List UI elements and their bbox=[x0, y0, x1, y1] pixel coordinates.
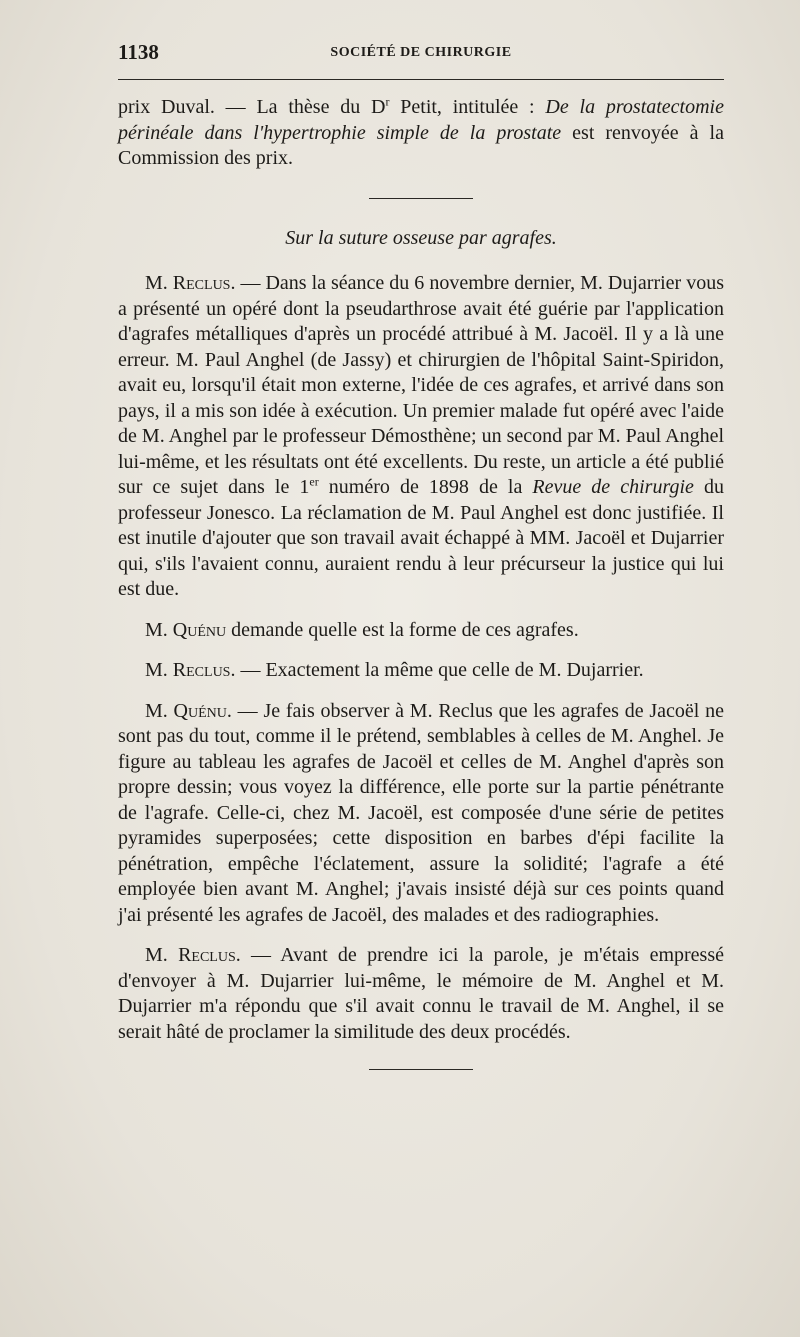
paragraph-reclus-2 bbox=[118, 658, 724, 684]
paragraph-reclus-3 bbox=[118, 943, 724, 1045]
page-number: 1138 bbox=[118, 40, 159, 64]
running-title: SOCIÉTÉ DE CHIRURGIE bbox=[330, 45, 512, 60]
speaker-name: M. Reclus. bbox=[145, 944, 241, 966]
paragraph-text: numéro de 1898 de la bbox=[318, 476, 533, 498]
section-title: Sur la suture osseuse par agrafes. bbox=[285, 226, 557, 249]
speaker-name: M. Reclus. bbox=[145, 272, 236, 294]
section-divider bbox=[369, 198, 473, 199]
paragraph-text: demande quelle est la forme de ces agrafes. bbox=[226, 618, 579, 641]
ordinal-superscript: er bbox=[309, 474, 319, 489]
page-body bbox=[118, 95, 724, 1070]
intro-paragraph bbox=[118, 95, 724, 172]
paragraph-text: — Je fais observer à M. Reclus que les agrafes de Jacoël ne sont pas du tout, comme il le prétend, semblables à celles de M. Anghel. Je figure au tableau les agrafes de Jacoël et celles de M. Anghel d'après son propre dessin; vous voyez la différence, elle porte sur la partie pénétrante de l'agrafe. Celle-ci, chez M. Jacoël, est composée d'une série de petites pyramides superposées; cette disposition en barbes d'épi facilite la pénétration, empêche l'éclatement, assure la solidité; l'agrafe a été employée bien avant M. Anghel; j'avais insisté déjà sur ces points quand j'ai présenté les agrafes de Jacoël, des malades et des radiographies. bbox=[118, 699, 725, 926]
thesis-title: De la prostatectomie périnéale dans l'hypertrophie simple de la prostate bbox=[118, 96, 724, 144]
page-header bbox=[118, 40, 724, 72]
intro-text-2: Petit, intitulée : bbox=[389, 96, 546, 118]
paragraph-text: — Exactement la même que celle de M. Dujarrier. bbox=[235, 659, 644, 681]
paragraph-reclus-1 bbox=[118, 271, 724, 603]
speaker-name: M. Quénu. bbox=[145, 699, 232, 722]
speaker-name: M. Quénu bbox=[145, 618, 227, 641]
paragraph-text: — Avant de prendre ici la parole, je m'étais empressé d'envoyer à M. Dujarrier lui-même, le mémoire de M. Anghel et M. Dujarrier m'a répondu que s'il avait connu le travail de M. Anghel, il se serait hâté de proclamer la similitude des deux procédés. bbox=[118, 944, 724, 1043]
end-divider bbox=[369, 1069, 473, 1070]
paragraph-quenu-1 bbox=[118, 618, 724, 644]
intro-text-3: est renvoyée à la Commission des prix. bbox=[118, 121, 724, 169]
intro-text-1: prix Duval. — La thèse du D bbox=[118, 96, 386, 118]
paragraph-quenu-2 bbox=[118, 699, 724, 929]
intro-superscript: r bbox=[385, 94, 390, 109]
journal-title: Revue de chirurgie bbox=[532, 476, 694, 498]
header-rule bbox=[118, 79, 724, 80]
paragraph-text: — Dans la séance du 6 novembre dernier, M. Dujarrier vous a présenté un opéré dont la pseudarthrose avait été guérie par l'application d'agrafes métalliques d'après un procédé attribué à M. Jacoël. Il y a là une erreur. M. Paul Anghel (de Jassy) et chirurgien de l'hôpital Saint-Spiridon, avait eu, lorsqu'il était mon externe, l'idée de ces agrafes, et arrivé dans son pays, il a mis son idée à exécution. Un premier malade fut opéré avec l'aide de M. Anghel par le professeur Démosthène; un second par M. Paul Anghel lui-même, et les résultats ont été excellents. Du reste, un article a été publié sur ce sujet dans le 1 bbox=[118, 272, 724, 498]
speaker-name: M. Reclus. bbox=[145, 659, 236, 681]
paragraph-text: du professeur Jonesco. La réclamation de M. Paul Anghel est donc justifiée. Il est inutile d'ajouter que son travail avait échappé à MM. Jacoël et Dujarrier qui, s'ils l'avaient connu, auraient rendu à leur précurseur la justice qui lui est due. bbox=[118, 476, 725, 600]
